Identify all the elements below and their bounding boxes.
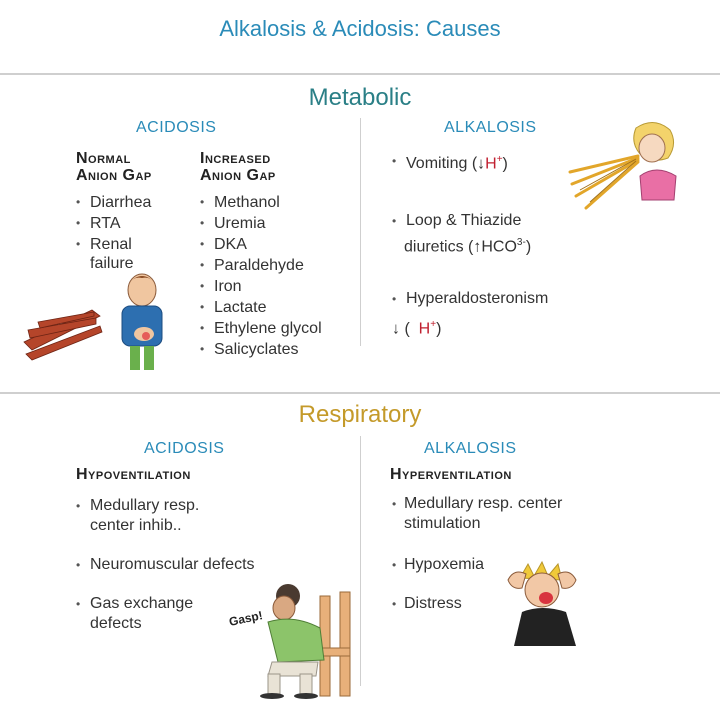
list-item: • Medullary resp. center stimulation xyxy=(392,495,563,532)
list-item: • Salicyclates xyxy=(200,339,322,360)
man-gasping-chair-icon xyxy=(228,578,358,700)
list-item: • Medullary resp. center inhib.. xyxy=(76,497,200,534)
metabolic-heading: Metabolic xyxy=(308,84,412,111)
normal-anion-gap-heading: Normal Anion Gap xyxy=(76,150,152,184)
list-item-continuation: failure xyxy=(90,255,134,272)
alkalosis-item-hyperaldosteronism: • Hyperaldosteronism ↓ ( H+) xyxy=(392,290,549,338)
list-item: • DKA xyxy=(200,234,322,255)
alkalosis-item-diuretics: • Loop & Thiazide diuretics $(↑HCO^{3-})$ xyxy=(392,212,532,256)
respiratory-alkalosis-label: ALKALOSIS xyxy=(424,440,517,457)
metabolic-alkalosis-label: ALKALOSIS xyxy=(444,119,537,136)
page-title: Alkalosis & Acidosis: Causes xyxy=(219,16,501,41)
respiratory-acidosis-label: ACIDOSIS xyxy=(144,440,225,457)
list-item: • Diarrhea xyxy=(76,192,151,213)
alkalosis-item-vomiting: • Vomiting (↓H+) xyxy=(392,154,508,173)
middle-divider xyxy=(0,392,720,394)
hypoventilation-heading: Hypoventilation xyxy=(76,466,191,483)
list-item: • Neuromuscular defects xyxy=(76,556,255,573)
gasp-label: Gasp! xyxy=(227,608,264,629)
list-item: • Ethylene glycol xyxy=(200,318,322,339)
hyperventilation-heading: Hyperventilation xyxy=(390,466,512,483)
list-item: • Lactate xyxy=(200,297,322,318)
normal-anion-gap-list xyxy=(76,192,151,255)
list-item: • Methanol xyxy=(200,192,322,213)
list-item: • Hypoxemia xyxy=(392,556,485,573)
metabolic-acidosis-label: ACIDOSIS xyxy=(136,119,217,136)
increased-anion-gap-list xyxy=(200,192,322,360)
boy-stomach-ache-icon xyxy=(22,270,172,375)
list-item: • Paraldehyde xyxy=(200,255,322,276)
respiratory-center-divider xyxy=(360,436,361,686)
man-distressed-icon xyxy=(500,560,590,650)
girl-vomiting-icon xyxy=(566,120,686,220)
list-item: • RTA xyxy=(76,213,151,234)
list-item: • Renal xyxy=(76,234,151,255)
top-divider xyxy=(0,73,720,75)
metabolic-center-divider xyxy=(360,118,361,346)
list-item: • Distress xyxy=(392,595,462,612)
increased-anion-gap-heading: Increased Anion Gap xyxy=(200,150,276,184)
list-item: • Uremia xyxy=(200,213,322,234)
respiratory-heading: Respiratory xyxy=(298,401,422,428)
list-item: • Iron xyxy=(200,276,322,297)
list-item: • Gas exchange defects xyxy=(76,595,194,632)
